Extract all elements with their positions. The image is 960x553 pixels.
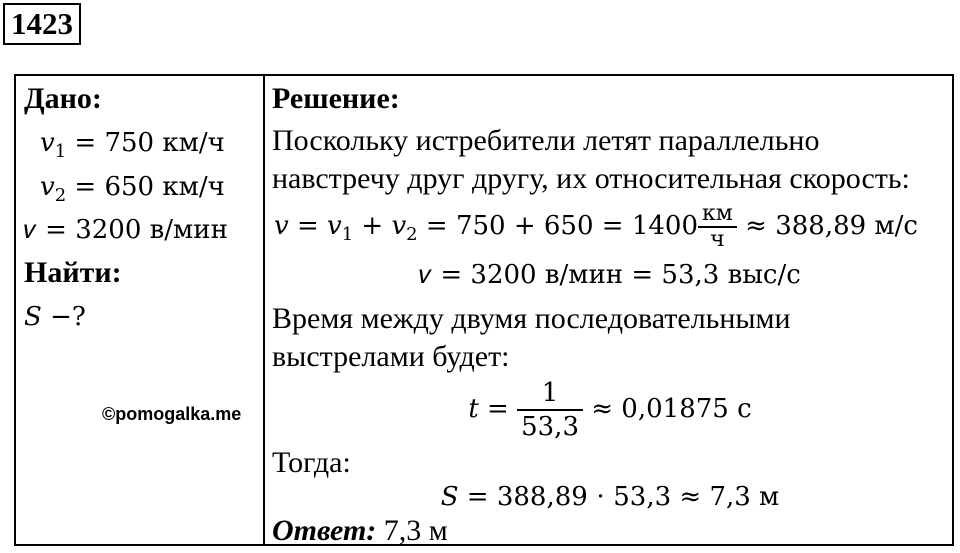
para2-line1: Время между двумя последовательными [272, 302, 791, 335]
para1-line2: навстречу друг другу, их относительная скорость: [272, 162, 910, 195]
answer-line [272, 514, 448, 548]
answer-label: Ответ: [272, 514, 377, 547]
problem-number: 1423 [3, 3, 81, 45]
given-v2: 𝑣$_2$ = 650 км/ч [40, 172, 225, 206]
find-heading: Найти: [24, 256, 122, 289]
given-nu: 𝜈 = 3200 в/мин [24, 215, 228, 245]
time-fraction: $\frac{1}{53,3}$ [517, 377, 583, 443]
answer-value: 7,3 м [376, 514, 448, 547]
then-label: Тогда: [272, 446, 351, 479]
equation-distance: 𝑆 = 388,89 ⋅ 53,3 ≈ 7,3 м [440, 482, 780, 512]
given-heading: Дано: [24, 82, 102, 115]
find-item: 𝑆 −? [24, 302, 86, 332]
solution-table [14, 74, 954, 546]
para2-line2: выстрелами будет: [272, 340, 510, 373]
equation-velocity: 𝑣 = 𝑣$_1$ + 𝑣$_2$ = 750 + 650 = 1400 $\frac{км}{ч}$ ≈ 388,89 м/с [274, 201, 918, 252]
equation-time: 𝑡 = $\frac{1}{53,3}$ ≈ 0,01875 с [468, 378, 752, 442]
given-v1: 𝑣$_1$ = 750 км/ч [40, 128, 225, 162]
column-divider [263, 76, 265, 544]
watermark: ©pomogalka.me [102, 404, 242, 424]
para1-line1: Поскольку истребители летят параллельно [272, 124, 820, 157]
solution-heading: Решение: [272, 82, 400, 115]
equation-rate: 𝜈 = 3200 в/мин = 53,3 выс/с [419, 260, 801, 290]
unit-fraction: $\frac{км}{ч}$ [698, 202, 737, 252]
